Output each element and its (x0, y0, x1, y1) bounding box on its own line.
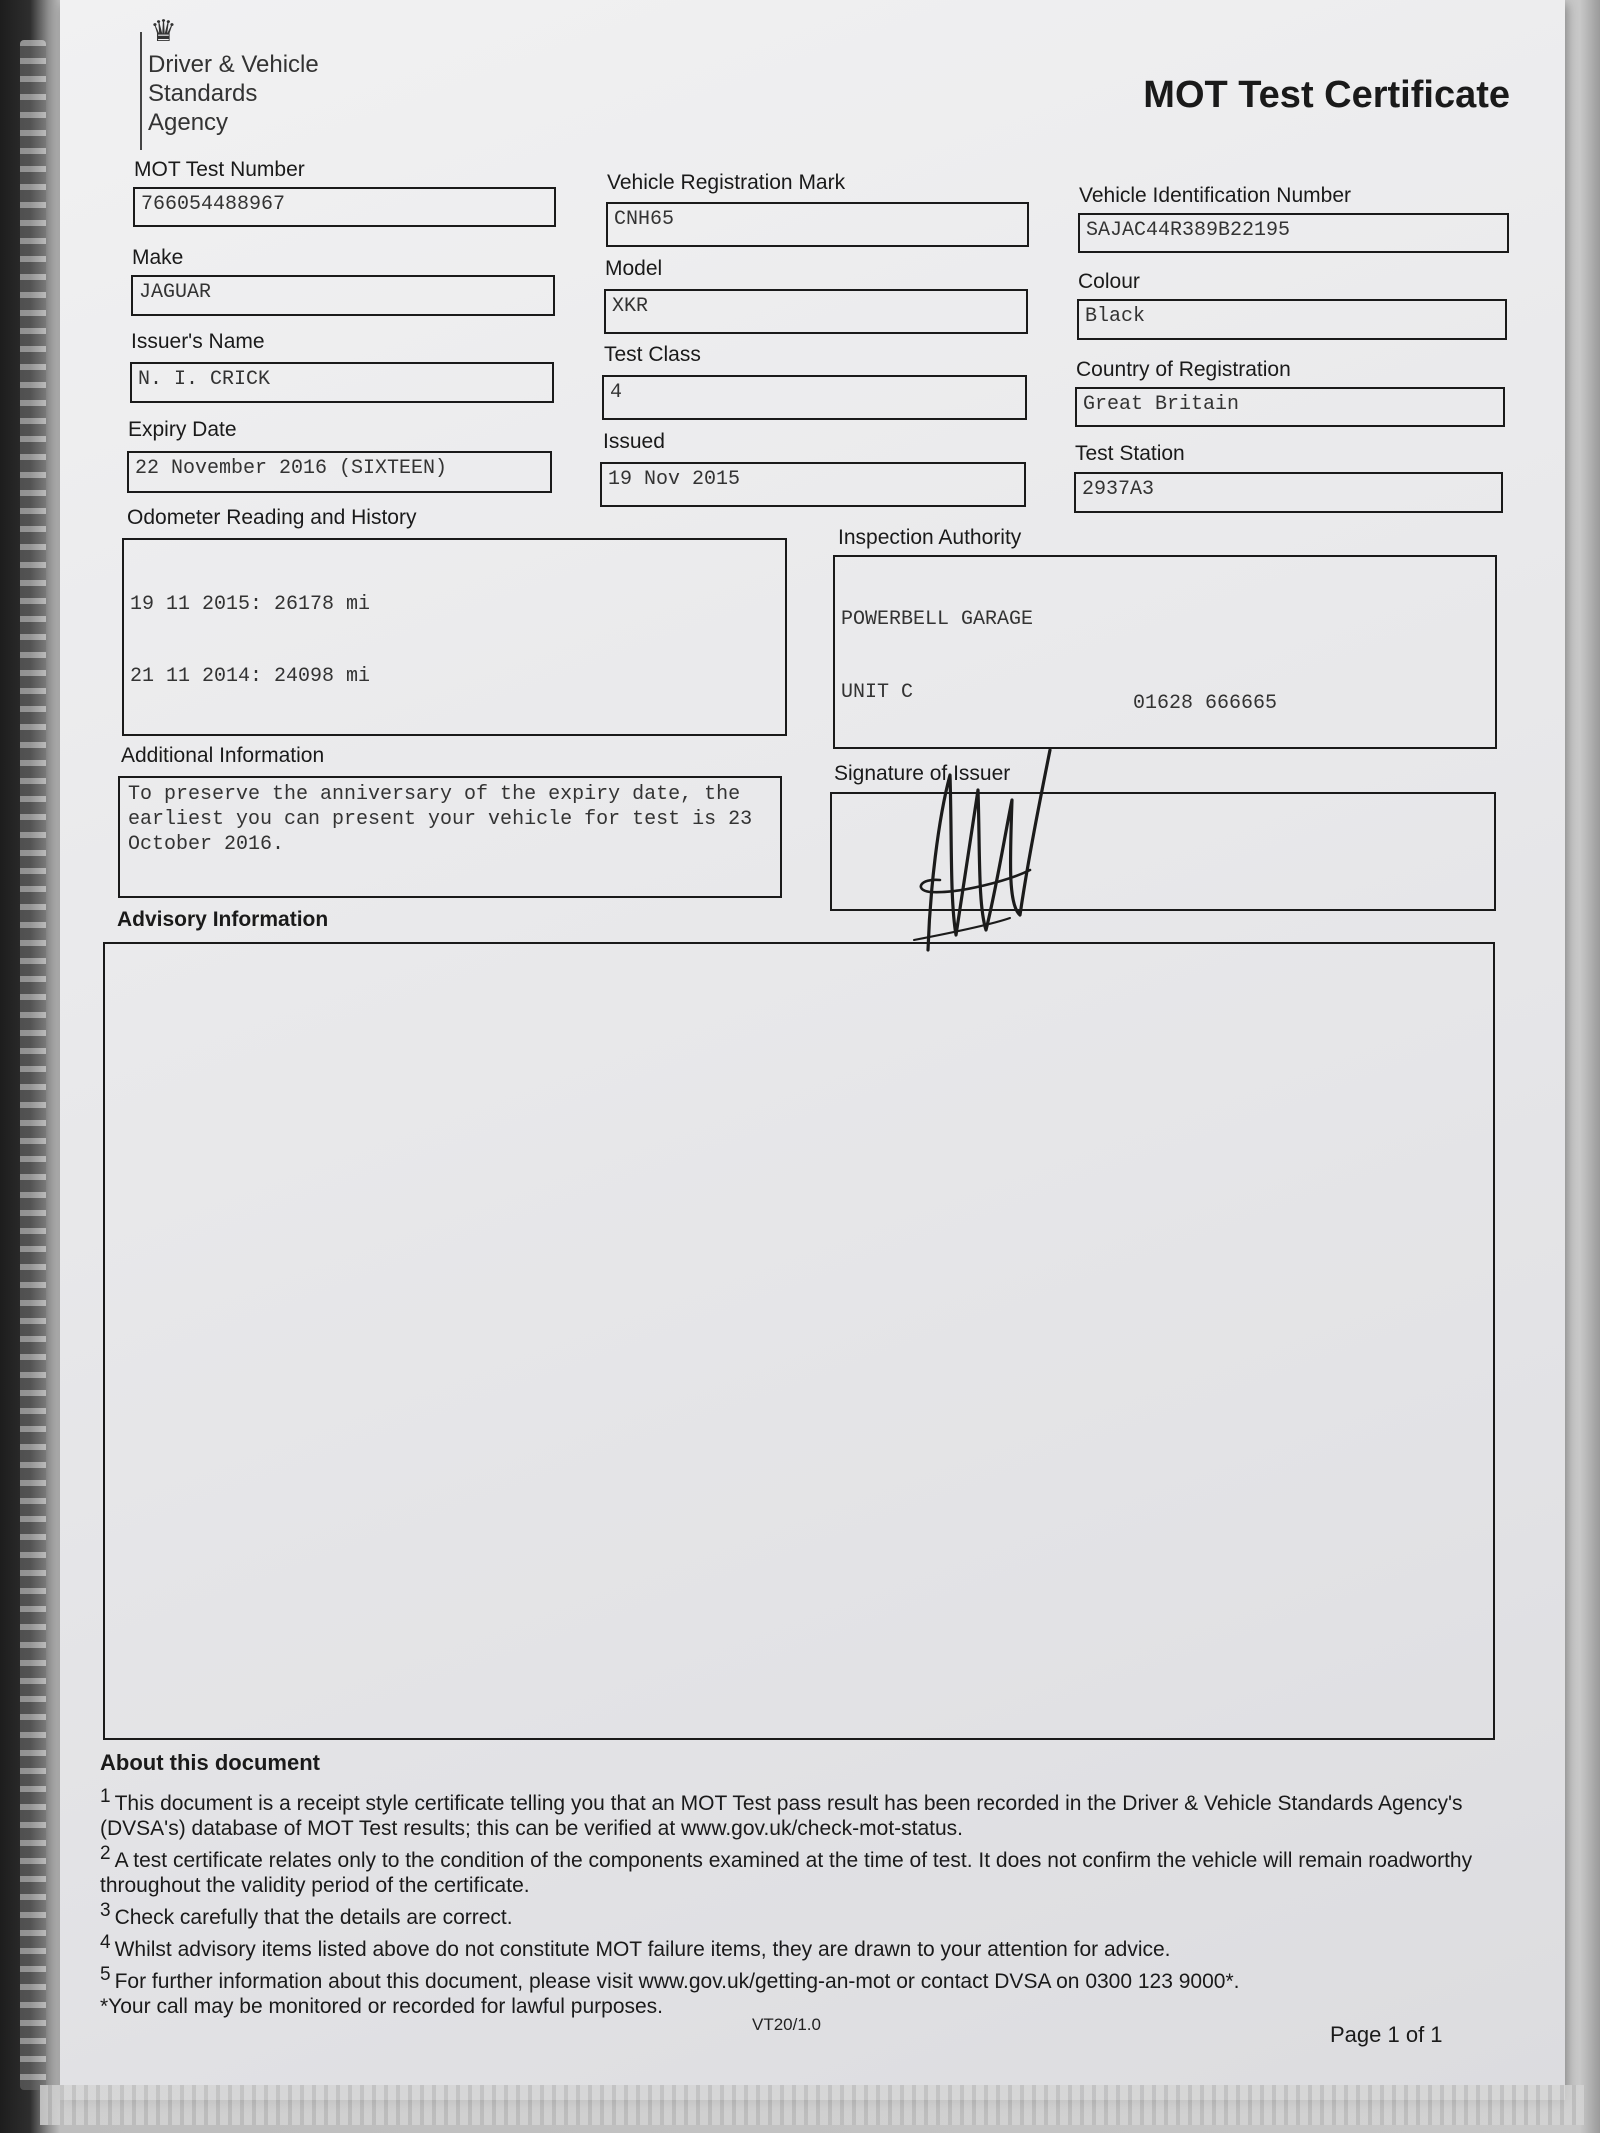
sleeve-edge (40, 2085, 1585, 2125)
colour-label: Colour (1078, 270, 1140, 293)
about-item: 5 For further information about this document, please visit www.gov.uk/getting-an-mot or contact DVSA on 0300 123 9000*. (100, 1964, 1240, 1993)
odometer-entry: 21 11 2014: 24098 mi (130, 665, 371, 688)
form-reference: VT20/1.0 (752, 2015, 821, 2034)
binder-rings (20, 40, 46, 2090)
about-heading: About this document (100, 1750, 320, 1775)
test-class-label: Test Class (604, 343, 701, 366)
inspection-authority-box (833, 555, 1497, 749)
about-section (100, 1750, 1500, 2019)
model-field: XKR (604, 289, 1028, 334)
issuer-name-label: Issuer's Name (131, 330, 265, 353)
expiry-date-label: Expiry Date (128, 418, 237, 441)
advisory-box (103, 942, 1495, 1740)
about-item: 3 Check carefully that the details are correct. (100, 1900, 513, 1929)
page-number: Page 1 of 1 (1330, 2022, 1443, 2047)
about-item: 4 Whilst advisory items listed above do not constitute MOT failure items, they are drawn to your attention for advice. (100, 1932, 1171, 1961)
additional-info-box: To preserve the anniversary of the expiry date, the earliest you can present your vehicle for test is 23 October 2016. (118, 776, 782, 898)
issued-field: 19 Nov 2015 (600, 462, 1026, 507)
address-line: UNIT C (841, 680, 914, 704)
registration-label: Vehicle Registration Mark (607, 171, 846, 194)
about-item: 1 This document is a receipt style certificate telling you that an MOT Test pass result has been recorded in the Driver & Vehicle Standards Agency's (DVSA's) database of MOT Test results; this can be verified at www.gov.uk/check-mot-status. (100, 1786, 1463, 1840)
signature-label: Signature of Issuer (834, 762, 1011, 785)
model-label: Model (605, 257, 663, 280)
test-station-label: Test Station (1075, 442, 1185, 465)
crest-icon: ♛ (150, 14, 177, 49)
issuer-name-field: N. I. CRICK (130, 362, 554, 403)
country-field: Great Britain (1075, 387, 1505, 427)
expiry-date-field: 22 November 2016 (SIXTEEN) (127, 451, 552, 493)
registration-field: CNH65 (606, 202, 1029, 247)
vin-field: SAJAC44R389B22195 (1078, 213, 1509, 253)
test-station-field: 2937A3 (1074, 472, 1503, 513)
test-class-field: 4 (602, 375, 1027, 420)
address-line: POWERBELL GARAGE (841, 608, 1034, 631)
page-title: MOT Test Certificate (1143, 74, 1510, 116)
colour-field: Black (1077, 299, 1507, 340)
about-item: 2 A test certificate relates only to the condition of the components examined at the time of test. It does not confirm the vehicle will remain roadworthy throughout the validity period of the certificate. (100, 1843, 1473, 1897)
make-field: JAGUAR (131, 275, 555, 316)
mot-test-number-label: MOT Test Number (134, 158, 305, 181)
country-label: Country of Registration (1076, 358, 1291, 381)
odometer-history-box (122, 538, 787, 736)
inspection-authority-label: Inspection Authority (838, 526, 1022, 549)
odometer-entry: 19 11 2015: 26178 mi (130, 593, 371, 616)
agency-name: Driver & Vehicle Standards Agency (148, 51, 319, 136)
mot-test-number-field: 766054488967 (133, 187, 556, 227)
advisory-label: Advisory Information (117, 908, 329, 931)
logo-rule (140, 32, 142, 150)
additional-info-label: Additional Information (121, 744, 325, 767)
handwritten-signature (900, 730, 1080, 960)
vin-label: Vehicle Identification Number (1079, 184, 1351, 207)
inspection-phone: 01628 666665 (1133, 692, 1278, 715)
make-label: Make (132, 246, 184, 269)
odometer-label: Odometer Reading and History (127, 506, 417, 529)
issued-label: Issued (603, 430, 665, 453)
about-footnote: *Your call may be monitored or recorded for lawful purposes. (100, 1995, 664, 2018)
